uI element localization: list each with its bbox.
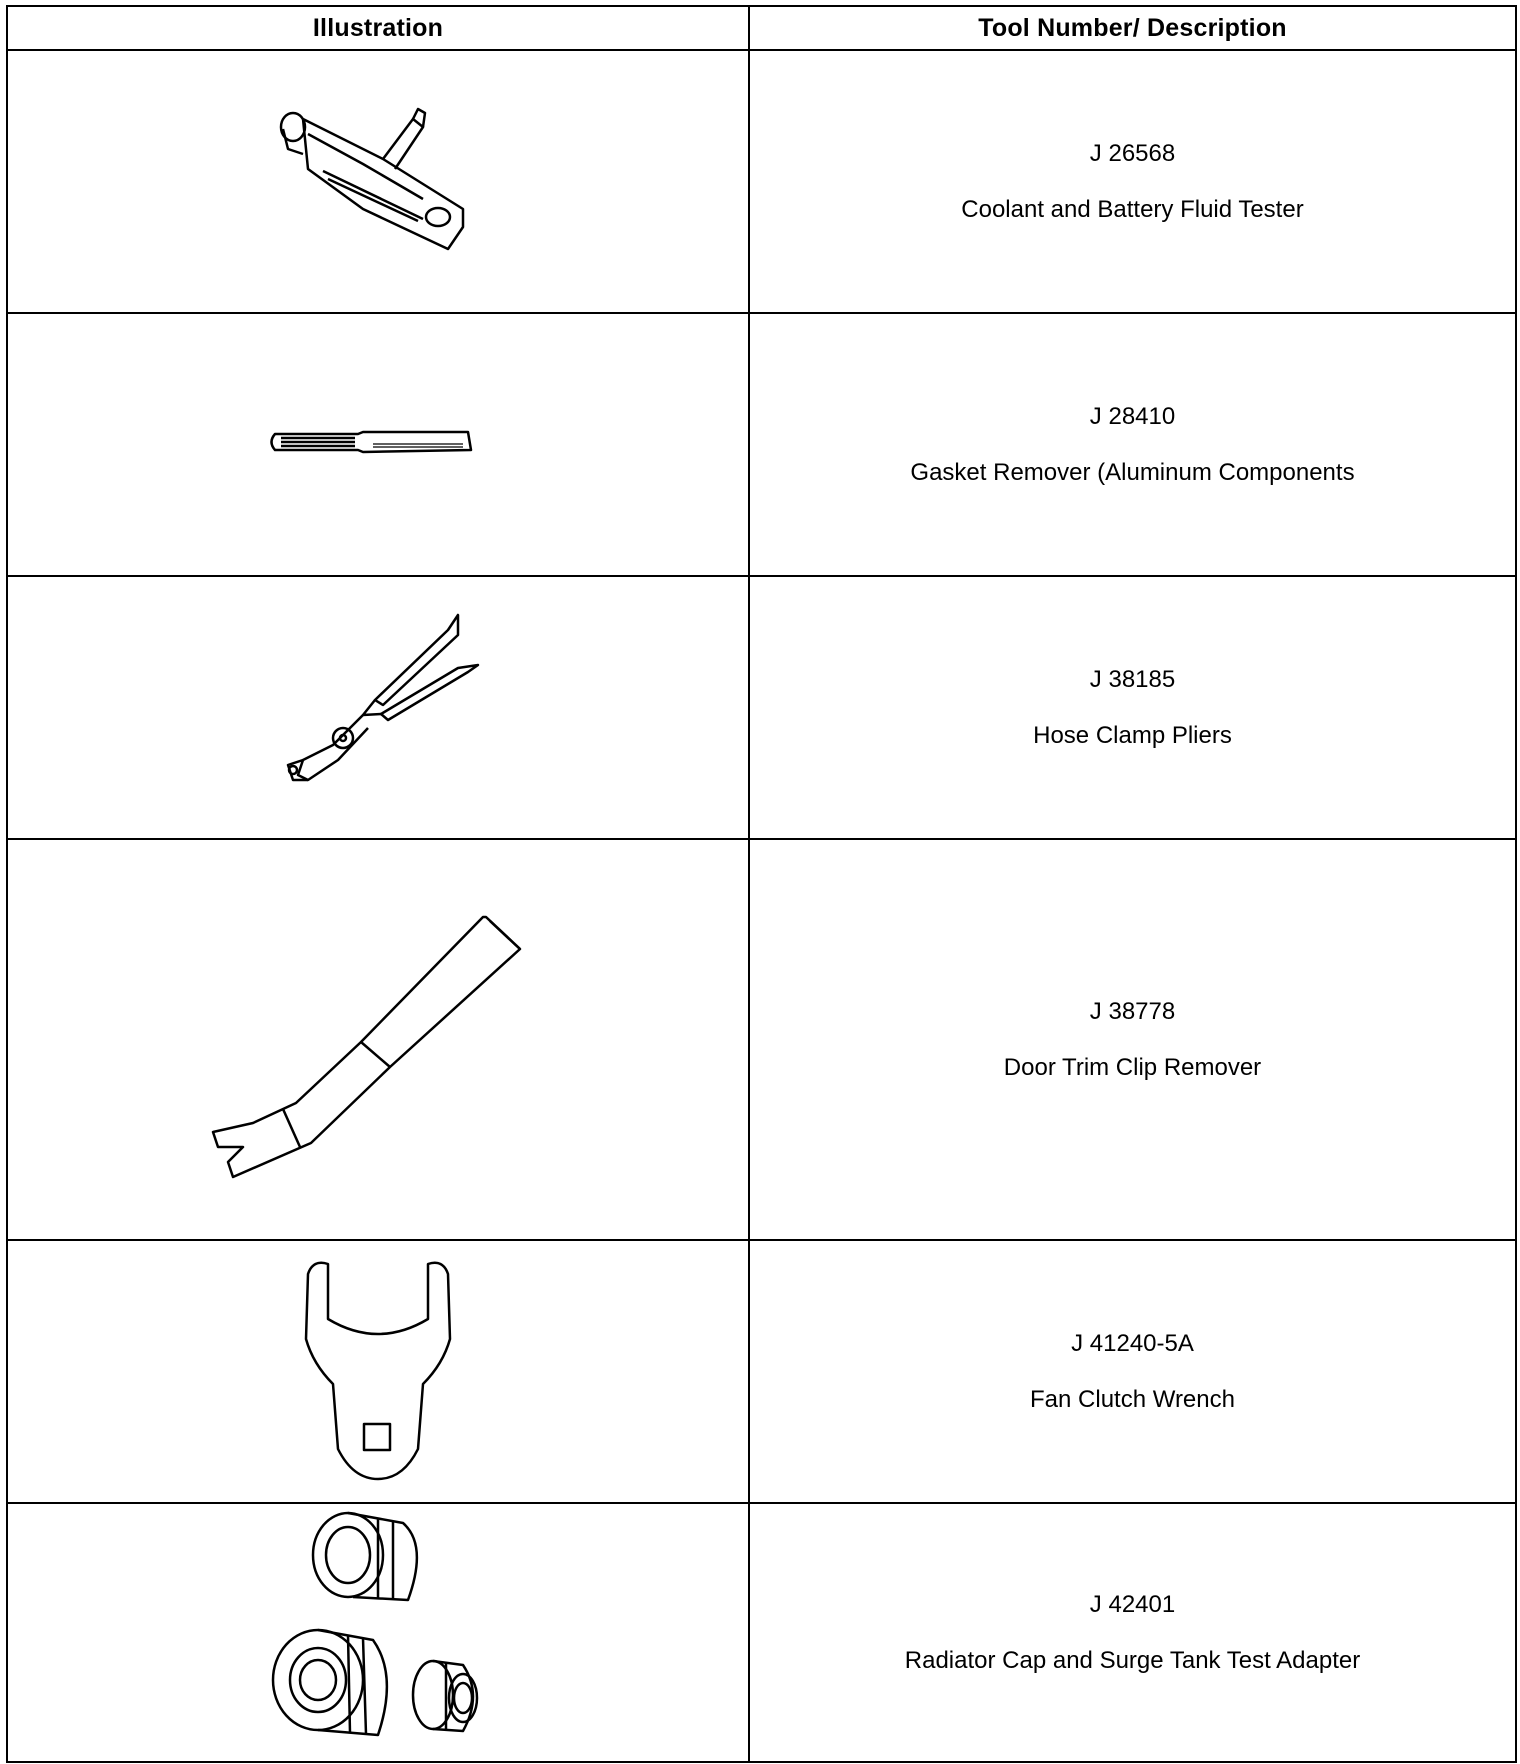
table-row xyxy=(7,313,1516,576)
tool-number: J 38778 xyxy=(1089,997,1176,1025)
header-tool-description: Tool Number/ Description xyxy=(749,6,1516,50)
table-row xyxy=(7,576,1516,839)
tool-cell xyxy=(749,839,1516,1240)
tool-description: Gasket Remover (Aluminum Components xyxy=(910,458,1355,486)
illustration-cell xyxy=(7,313,749,576)
tool-cell xyxy=(749,1240,1516,1503)
fan-clutch-wrench-icon xyxy=(278,1254,478,1484)
illustration-cell xyxy=(7,839,749,1240)
tool-cell xyxy=(749,313,1516,576)
tool-number: J 26568 xyxy=(1089,139,1176,167)
fluid-tester-icon xyxy=(263,99,493,259)
table-row xyxy=(7,1503,1516,1762)
table-row xyxy=(7,839,1516,1240)
illustration-cell xyxy=(7,1240,749,1503)
tool-description: Radiator Cap and Surge Tank Test Adapter xyxy=(904,1646,1361,1674)
illustration-cell xyxy=(7,50,749,313)
header-illustration: Illustration xyxy=(7,6,749,50)
header-row xyxy=(7,6,1516,50)
illustration-cell xyxy=(7,1503,749,1762)
tool-description: Fan Clutch Wrench xyxy=(1030,1385,1235,1413)
tool-number: J 38185 xyxy=(1089,665,1176,693)
tool-description: Coolant and Battery Fluid Tester xyxy=(961,195,1304,223)
trim-clip-remover-icon xyxy=(208,887,548,1187)
cap-test-adapter-icon xyxy=(258,1505,498,1755)
illustration-cell xyxy=(7,576,749,839)
tools-table xyxy=(6,5,1517,1763)
tool-number: J 41240-5A xyxy=(1071,1329,1194,1357)
tool-number: J 42401 xyxy=(1089,1590,1176,1618)
tool-cell xyxy=(749,576,1516,839)
tool-description: Door Trim Clip Remover xyxy=(1003,1053,1262,1081)
gasket-remover-icon xyxy=(263,422,493,462)
table-row xyxy=(7,50,1516,313)
tool-description: Hose Clamp Pliers xyxy=(1033,721,1232,749)
tool-cell xyxy=(749,50,1516,313)
hose-clamp-pliers-icon xyxy=(263,610,493,800)
tool-cell xyxy=(749,1503,1516,1762)
table-row xyxy=(7,1240,1516,1503)
tool-number: J 28410 xyxy=(1089,402,1176,430)
